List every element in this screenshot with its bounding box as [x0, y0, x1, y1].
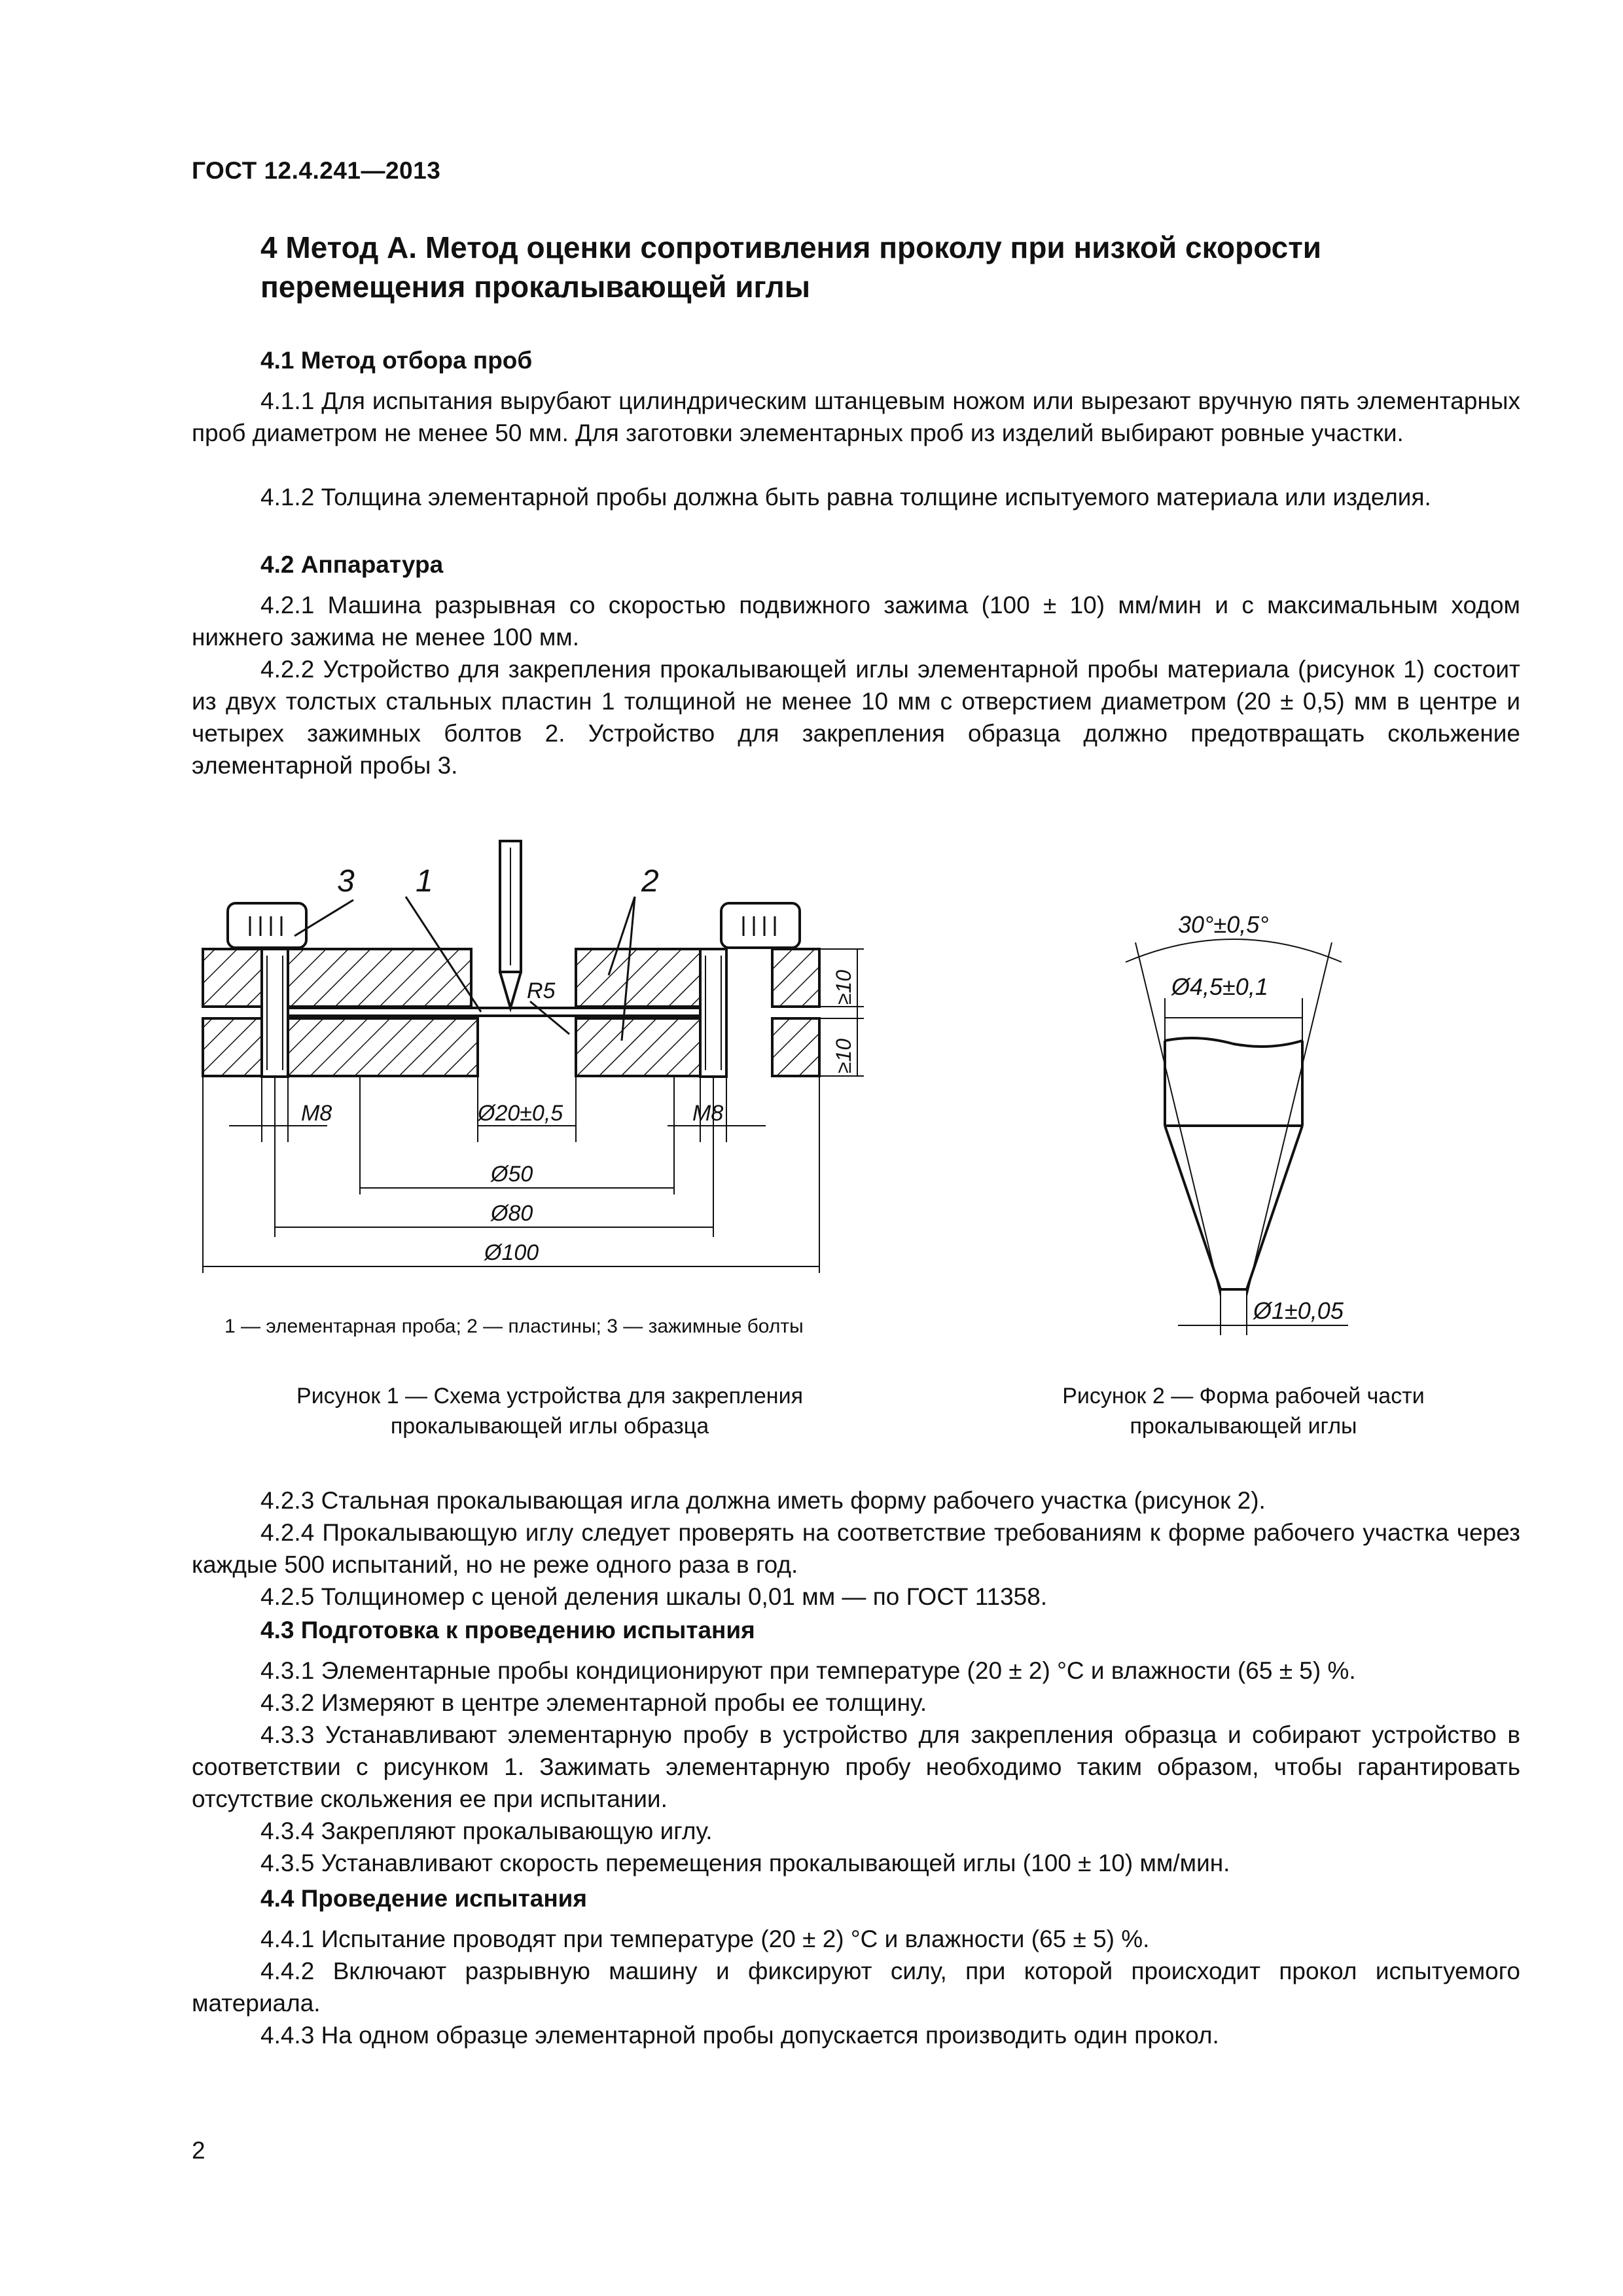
figure-2-caption: Рисунок 2 — Форма рабочей части прокалывающей иглы — [1062, 1384, 1425, 1439]
figure-1-caption: Рисунок 1 — Схема устройства для закрепления прокалывающей иглы образца — [296, 1384, 803, 1439]
subsection-4-4-title: 4.4 Проведение испытания — [260, 1885, 588, 1912]
paragraph-4-4-2: 4.4.2 Включают разрывную машину и фиксируют силу, при которой происходит прокол испытуемого материала. — [192, 1958, 1520, 2017]
figure-2-drawing — [1073, 903, 1414, 1355]
fig1-label-3: 3 — [337, 864, 355, 899]
fig1-dim-m8-right: M8 — [692, 1101, 724, 1126]
paragraph-4-3-4: 4.3.4 Закрепляют прокалывающую иглу. — [260, 1818, 713, 1844]
document-code: ГОСТ 12.4.241—2013 — [192, 157, 441, 184]
figure-1-legend: 1 — элементарная проба; 2 — пластины; 3 — зажимные болты — [224, 1316, 804, 1337]
paragraph-4-3-3: 4.3.3 Устанавливают элементарную пробу в устройство для закрепления образца и собирают устройство в соответствии с рисунком 1. Зажимать элементарную пробу необходимо таким образом, чтобы гарантировать отсутствие скольжения ее при испытании. — [192, 1721, 1520, 1812]
specimen — [288, 1008, 700, 1016]
bolt-head-right — [721, 903, 800, 948]
paragraph-4-2-3: 4.2.3 Стальная прокалывающая игла должна иметь форму рабочего участка (рисунок 2). — [260, 1487, 1266, 1514]
fig2-dim-angle: 30°±0,5° — [1178, 911, 1269, 938]
paragraph-4-3-2: 4.3.2 Измеряют в центре элементарной пробы ее толщину. — [260, 1689, 927, 1716]
fig1-label-r5: R5 — [527, 978, 556, 1003]
fig1-dim-ge10-top: ≥10 — [832, 969, 855, 1005]
paragraph-4-1-2: 4.1.2 Толщина элементарной пробы должна быть равна толщине испытуемого материала или изделия. — [260, 484, 1431, 511]
paragraph-4-2-2: 4.2.2 Устройство для закрепления прокалывающей иглы элементарной пробы материала (рисунок 1) состоит из двух толстых стальных пластин 1 толщиной не менее 10 мм с отверстием диаметром (20 ± 0,5) мм в центре и четырех зажимных болтов 2. Устройство для закрепления образца должно предотвращать скольжение элементарной пробы 3. — [192, 656, 1520, 779]
bolt-head-left — [228, 903, 306, 948]
fig1-dim-d20: Ø20±0,5 — [478, 1101, 563, 1126]
paragraph-4-3-5: 4.3.5 Устанавливают скорость перемещения прокалывающей иглы (100 ± 10) мм/мин. — [260, 1850, 1230, 1876]
figure-1-drawing — [190, 818, 910, 1296]
page-number: 2 — [192, 2137, 205, 2164]
paragraph-4-2-4: 4.2.4 Прокалывающую иглу следует проверять на соответствие требованиям к форме рабочего участка через каждые 500 испытаний, но не реже одного раза в год. — [192, 1519, 1520, 1578]
subsection-4-1-title: 4.1 Метод отбора проб — [260, 347, 533, 374]
fig1-dim-m8-left: M8 — [301, 1101, 332, 1126]
fig1-dim-d80: Ø80 — [491, 1201, 533, 1226]
needle-tip — [500, 972, 521, 1008]
paragraph-4-2-1: 4.2.1 Машина разрывная со скоростью подвижного зажима (100 ± 10) мм/мин и с максимальным ходом нижнего зажима не менее 100 мм. — [192, 592, 1520, 651]
fig2-dim-d45: Ø4,5±0,1 — [1171, 973, 1268, 1000]
paragraph-4-4-3: 4.4.3 На одном образце элементарной пробы допускается производить один прокол. — [260, 2022, 1219, 2049]
section-title: 4 Метод А. Метод оценки сопротивления проколу при низкой скорости перемещения прокалывающей иглы — [260, 230, 1322, 304]
paragraph-4-2-5: 4.2.5 Толщиномер с ценой деления шкалы 0,01 мм — по ГОСТ 11358. — [260, 1583, 1048, 1610]
subsection-4-2-title: 4.2 Аппаратура — [260, 551, 444, 578]
fig1-dim-ge10-bottom: ≥10 — [832, 1038, 855, 1073]
fig1-label-1: 1 — [416, 864, 433, 899]
fig1-label-2: 2 — [641, 864, 659, 899]
fig1-dim-d100: Ø100 — [484, 1240, 539, 1265]
paragraph-4-3-1: 4.3.1 Элементарные пробы кондиционируют при температуре (20 ± 2) °С и влажности (65 ± 5) %. — [260, 1657, 1356, 1684]
subsection-4-3-title: 4.3 Подготовка к проведению испытания — [260, 1617, 755, 1643]
paragraph-4-1-1: 4.1.1 Для испытания вырубают цилиндрическим штанцевым ножом или вырезают вручную пять элементарных проб диаметром не менее 50 мм. Для заготовки элементарных проб из изделий выбирают ровные участки. — [192, 387, 1520, 446]
fig1-dim-d50: Ø50 — [491, 1162, 533, 1187]
paragraph-4-4-1: 4.4.1 Испытание проводят при температуре (20 ± 2) °С и влажности (65 ± 5) %. — [260, 1926, 1150, 1952]
fig2-dim-d1: Ø1±0,05 — [1253, 1297, 1344, 1324]
